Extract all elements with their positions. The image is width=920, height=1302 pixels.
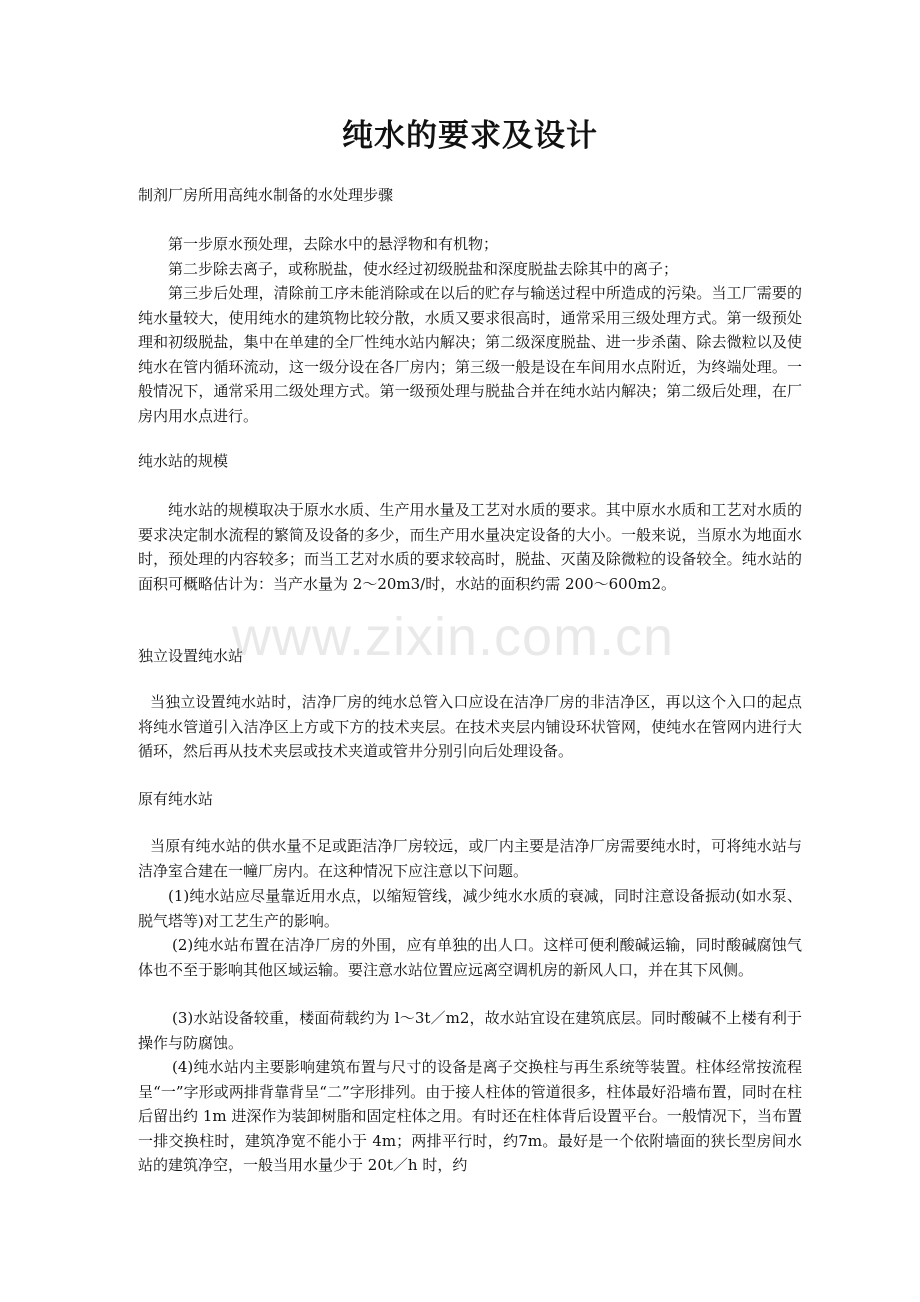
section-heading-independent: 独立设置纯水站 — [138, 647, 244, 665]
paragraph-step-one: 第一步原水预处理，去除水中的悬浮物和有机物； — [168, 235, 499, 253]
paragraph-existing-item-1: (1)纯水站应尽量靠近用水点，以缩短管线，减少纯水水质的衰减，同时注意设备振动(如水泵、脱气塔等)对工艺生产的影响。 — [138, 887, 802, 930]
page-title: 纯水的要求及设计 — [342, 118, 598, 154]
section-heading-scale: 纯水站的规模 — [138, 452, 229, 470]
section-heading-steps: 制剂厂房所用高纯水制备的水处理步骤 — [138, 186, 394, 204]
section-heading-existing: 原有纯水站 — [138, 790, 214, 808]
paragraph-step-two: 第二步除去离子，或称脱盐，使水经过初级脱盐和深度脱盐去除其中的离子； — [168, 260, 679, 278]
paragraph-step-three: 第三步后处理，清除前工序未能消除或在以后的贮存与输送过程中所造成的污染。当工厂需要的纯水量较大，使用纯水的建筑物比较分散，水质又要求很高时，通常采用三级处理方式。第一级预处理和初级脱盐，集中在单建的全厂性纯水站内解决；第二级深度脱盐、进一步杀菌、除去微粒以及使纯水在管内循环流动，这一级分设在各厂房内；第三级一般是设在车间用水点附近，为终端处理。一般情况下，通常采用二级处理方式。第一级预处理与脱盐合并在纯水站内解决；第二级后处理，在厂房内用水点进行。 — [138, 284, 802, 425]
paragraph-existing-item-3: (3)水站设备较重，楼面荷载约为 l～3t／m2，故水站宜设在建筑底层。同时酸碱不上楼有利于操作与防腐蚀。 — [138, 1009, 802, 1052]
paragraph-existing-item-4: (4)纯水站内主要影响建筑布置与尺寸的设备是离子交换柱与再生系统等装置。柱体经常按流程呈“一”字形或两排背靠背呈“二”字形排列。由于接人柱体的管道很多，柱体最好沿墙布置，同时在柱后留出约 1m 进深作为装卸树脂和固定柱体之用。有时还在柱体背后设置平台。一般情况下，当布置一排交换柱时，建筑净宽不能小于 4m；两排平行时，约7m。最好是一个依附墙面的狭长型房间水站的建筑净空，一般当用水量少于 20t／h 时，约 — [138, 1058, 802, 1175]
paragraph-independent: 当独立设置纯水站时，洁净厂房的纯水总管入口应设在洁净厂房的非洁净区，再以这个入口的起点将纯水管道引入洁净区上方或下方的技术夹层。在技术夹层内铺设环状管网，使纯水在管网内进行大循环，然后再从技术夹层或技术夹道或管井分别引向后处理设备。 — [138, 693, 802, 761]
paragraph-scale: 纯水站的规模取决于原水水质、生产用水量及工艺对水质的要求。其中原水水质和工艺对水质的要求决定制水流程的繁简及设备的多少，而生产用水量决定设备的大小。一般来说，当原水为地面水时，预处理的内容较多；而当工艺对水质的要求较高时，脱盐、灭菌及除微粒的设备较全。纯水站的面积可概略估计为：当产水量为 2～20m3/时，水站的面积约需 200～600m2。 — [138, 501, 802, 593]
watermark: www.zixin.com.cn — [232, 607, 675, 667]
paragraph-existing-intro: 当原有纯水站的供水量不足或距洁净厂房较远，或厂内主要是洁净厂房需要纯水时，可将纯水站与洁净室合建在一幢厂房内。在这种情况下应注意以下问题。 — [138, 837, 802, 880]
paragraph-existing-item-2: (2)纯水站布置在洁净厂房的外围，应有单独的出人口。这样可便利酸碱运输，同时酸碱腐蚀气体也不至于影响其他区域运输。要注意水站位置应远离空调机房的新风人口，并在其下风侧。 — [138, 936, 802, 979]
